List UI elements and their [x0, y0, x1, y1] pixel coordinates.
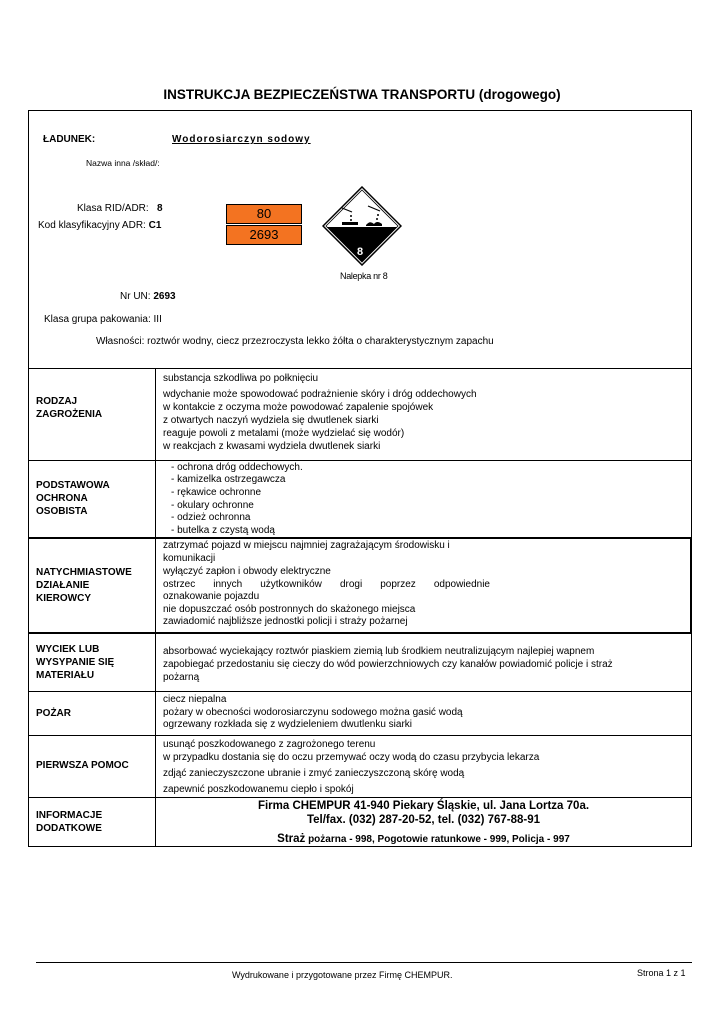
- un-number: [120, 291, 176, 303]
- company-phones: Tel/fax. (032) 287-20-52, tel. (032) 767-88-91: [306, 814, 541, 826]
- driver-action-line: nie dopuszczać osób postronnych do skażonego miejsca: [163, 604, 416, 615]
- hazard-line: wdychanie może spowodować podrażnienie skóry i dróg oddechowych: [163, 389, 477, 400]
- page-title: INSTRUKCJA BEZPIECZEŃSTWA TRANSPORTU (drogowego): [163, 87, 561, 102]
- driver-action-line: wyłączyć zapłon i obwody elektryczne: [163, 566, 331, 577]
- emergency-numbers: [155, 833, 692, 846]
- driver-action-line: zatrzymać pojazd w miejscu najmniej zagrażającym środowisku i: [163, 540, 450, 551]
- divider: [28, 691, 692, 692]
- footer-printed: Wydrukowane i przygotowane przez Firmę CHEMPUR.: [232, 970, 453, 980]
- cargo-value: Wodorosiarczyn sodowy: [172, 134, 311, 145]
- protection-item: - okulary ochronne: [171, 500, 254, 511]
- hazard-line: reaguje powoli z metalami (może wydzielać się wodór): [163, 428, 405, 439]
- first-aid-line: w przypadku dostania się do oczu przemywać oczy wodą do czasu przybycia lekarza: [163, 752, 540, 763]
- fire-line: ogrzewany rozkłada się z wydzieleniem dwutlenku siarki: [163, 719, 412, 730]
- first-aid-line: zdjąć zanieczyszczone ubranie i zmyć zanieczyszczoną skórę wodą: [163, 768, 465, 779]
- first-aid-line: usunąć poszkodowanego z zagrożonego terenu: [163, 739, 376, 750]
- rid-class: [77, 203, 163, 215]
- protection-label: PODSTAWOWA OCHRONA OSOBISTA: [36, 480, 110, 517]
- adr-code: [38, 220, 161, 232]
- spill-line: pożarną: [163, 672, 200, 683]
- rid-label: Klasa RID/ADR:: [77, 203, 149, 214]
- footer-divider: [36, 962, 692, 963]
- divider: [28, 797, 692, 798]
- hazard-label: RODZAJ ZAGROŻENIA: [36, 396, 103, 420]
- hazard-line: w reakcjach z kwasami wydziela dwutlenek siarki: [163, 441, 381, 452]
- protection-item: - butelka z czystą wodą: [171, 525, 275, 536]
- protection-item: - kamizelka ostrzegawcza: [171, 474, 286, 485]
- code-label: Kod klasyfikacyjny ADR:: [38, 220, 146, 231]
- rid-value: 8: [157, 203, 163, 214]
- column-divider: [155, 368, 156, 847]
- other-name-label: Nazwa inna /skład/:: [86, 158, 160, 168]
- driver-action-line: oznakowanie pojazdu: [163, 591, 260, 602]
- emergency-prefix: Straż: [277, 833, 306, 845]
- page-number: Strona 1 z 1: [637, 968, 686, 978]
- company-address: Firma CHEMPUR 41-940 Piekary Śląskie, ul. Jana Lortza 70a.: [257, 800, 590, 812]
- divider: [28, 735, 692, 736]
- column-divider: [690, 537, 692, 632]
- spill-line: absorbować wyciekający roztwór piaskiem ziemią lub środkiem neutralizującym najlepiej wapnem: [163, 646, 595, 657]
- spill-label: WYCIEK LUB WYSYPANIE SIĘ MATERIAŁU: [36, 644, 115, 681]
- packing-group: Klasa grupa pakowania: III: [44, 314, 162, 325]
- hazard-line: w kontakcie z oczyma może powodować zapalenie spojówek: [163, 402, 434, 413]
- divider: [28, 460, 692, 461]
- driver-action-line: zawiadomić najbliższe jednostki policji i straży pożarnej: [163, 616, 408, 627]
- hazard-line: z otwartych naczyń wydziela się dwutlenek siarki: [163, 415, 379, 426]
- emergency-rest: pożarna - 998, Pogotowie ratunkowe - 999, Policja - 997: [305, 834, 570, 845]
- divider: [28, 368, 692, 369]
- cargo-label: ŁADUNEK:: [43, 134, 96, 145]
- protection-item: - ochrona dróg oddechowych.: [171, 462, 303, 473]
- first-aid-line: zapewnić poszkodowanemu ciepło i spokój: [163, 784, 354, 795]
- un-value: 2693: [153, 291, 176, 302]
- divider: [28, 632, 692, 634]
- spill-line: zapobiegać przedostaniu się cieczy do wód powierzchniowych czy kanałów powiadomić policje i straż: [163, 659, 613, 670]
- fire-line: ciecz niepalna: [163, 694, 227, 705]
- driver-action-line: komunikacji: [163, 553, 216, 564]
- hazard-plate-bottom: 2693: [226, 225, 302, 245]
- hazard-line: substancja szkodliwa po połknięciu: [163, 373, 319, 384]
- additional-info-label: INFORMACJE DODATKOWE: [36, 810, 103, 834]
- fire-label: POŻAR: [36, 708, 71, 719]
- code-value: C1: [148, 220, 162, 231]
- protection-item: - odzież ochronna: [171, 512, 251, 523]
- properties: Własności: roztwór wodny, ciecz przezroczysta lekko żółta o charakterystycznym zapachu: [96, 336, 494, 347]
- protection-item: - rękawice ochronne: [171, 487, 262, 498]
- first-aid-label: PIERWSZA POMOC: [36, 760, 129, 771]
- fire-line: pożary w obecności wodorosiarczynu sodowego można gasić wodą: [163, 707, 463, 718]
- driver-action-label: NATYCHMIASTOWE DZIAŁANIE KIEROWCY: [36, 567, 132, 604]
- hazard-plate-top: 80: [226, 204, 302, 224]
- label-caption: Nalepka nr 8: [340, 271, 388, 281]
- un-label: Nr UN:: [120, 291, 151, 302]
- driver-action-line: ostrzec innych użytkowników drogi poprzez odpowiednie: [163, 579, 490, 590]
- divider: [28, 537, 692, 539]
- label-number: 8: [357, 246, 364, 258]
